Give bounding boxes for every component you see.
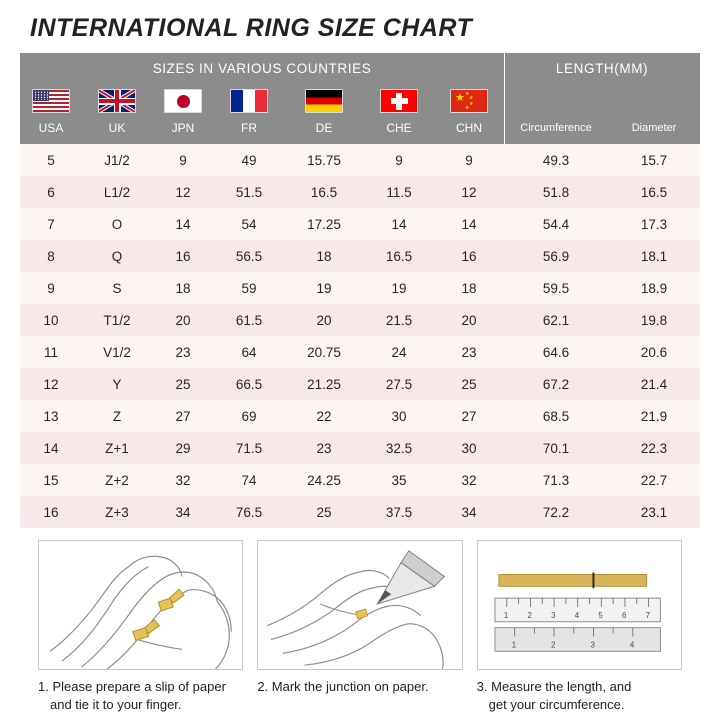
cell-usa: 8 (20, 240, 82, 272)
cell-jpn: 20 (152, 304, 214, 336)
step-1-illustration-box (38, 540, 243, 670)
cell-circumference: 68.5 (504, 400, 608, 432)
cell-fr: 69 (214, 400, 284, 432)
cell-che: 24 (364, 336, 434, 368)
cell-de: 20 (284, 304, 364, 336)
cell-che: 32.5 (364, 432, 434, 464)
svg-text:6: 6 (621, 610, 627, 620)
cell-che: 16.5 (364, 240, 434, 272)
cell-diameter: 17.3 (608, 208, 700, 240)
cell-usa: 6 (20, 176, 82, 208)
cell-usa: 13 (20, 400, 82, 432)
table-row (20, 464, 700, 496)
cell-circumference: 67.2 (504, 368, 608, 400)
cell-uk: J1/2 (82, 144, 152, 176)
svg-text:5: 5 (598, 610, 603, 620)
cell-jpn: 25 (152, 368, 214, 400)
cell-diameter: 23.1 (608, 496, 700, 528)
cell-chn: 34 (434, 496, 504, 528)
cell-fr: 64 (214, 336, 284, 368)
cell-circumference: 54.4 (504, 208, 608, 240)
cell-chn: 30 (434, 432, 504, 464)
svg-text:3: 3 (590, 640, 595, 650)
flag-usa-icon (32, 89, 70, 113)
cell-uk: O (82, 208, 152, 240)
cell-chn: 18 (434, 272, 504, 304)
cell-jpn: 29 (152, 432, 214, 464)
col-label-uk: UK (82, 116, 152, 144)
cell-uk: Y (82, 368, 152, 400)
flag-germany-icon (305, 89, 343, 113)
cell-chn: 16 (434, 240, 504, 272)
cell-diameter: 21.4 (608, 368, 700, 400)
cell-de: 25 (284, 496, 364, 528)
ruler-measuring-strip-icon (478, 541, 681, 669)
cell-uk: Q (82, 240, 152, 272)
cell-circumference: 62.1 (504, 304, 608, 336)
svg-text:1: 1 (503, 610, 508, 620)
flag-cell-switzerland (364, 83, 434, 116)
step-1-line1: 1. Please prepare a slip of paper (38, 679, 226, 694)
cell-circumference: 59.5 (504, 272, 608, 304)
table-row (20, 208, 700, 240)
cell-jpn: 14 (152, 208, 214, 240)
instruction-step-3 (477, 540, 682, 714)
instruction-step-1 (38, 540, 243, 714)
table-row (20, 240, 700, 272)
col-label-che: CHE (364, 116, 434, 144)
flag-cell-empty-circumference (504, 83, 608, 116)
svg-text:2: 2 (550, 640, 556, 650)
cell-uk: S (82, 272, 152, 304)
cell-uk: Z+1 (82, 432, 152, 464)
cell-usa: 14 (20, 432, 82, 464)
svg-text:4: 4 (629, 640, 634, 650)
cell-che: 30 (364, 400, 434, 432)
table-row (20, 176, 700, 208)
cell-circumference: 70.1 (504, 432, 608, 464)
cell-diameter: 21.9 (608, 400, 700, 432)
cell-jpn: 9 (152, 144, 214, 176)
cell-usa: 10 (20, 304, 82, 336)
col-label-chn: CHN (434, 116, 504, 144)
cell-jpn: 32 (152, 464, 214, 496)
cell-usa: 9 (20, 272, 82, 304)
cell-de: 16.5 (284, 176, 364, 208)
col-label-circumference: Circumference (504, 116, 608, 144)
col-label-fr: FR (214, 116, 284, 144)
flag-china-icon: ★ ★ ★ ★ ★ (450, 89, 488, 113)
flag-cell-china (434, 83, 504, 116)
table-row (20, 304, 700, 336)
svg-text:3: 3 (550, 610, 556, 620)
step-1-line2: and tie it to your finger. (50, 697, 182, 712)
svg-text:7: 7 (645, 610, 650, 620)
step-1-caption (38, 670, 243, 714)
table-row (20, 432, 700, 464)
table-row (20, 400, 700, 432)
cell-che: 14 (364, 208, 434, 240)
flag-uk-icon (98, 89, 136, 113)
flag-cell-uk (82, 83, 152, 116)
col-label-usa: USA (20, 116, 82, 144)
cell-chn: 32 (434, 464, 504, 496)
cell-uk: L1/2 (82, 176, 152, 208)
table-row (20, 368, 700, 400)
cell-circumference: 49.3 (504, 144, 608, 176)
cell-chn: 14 (434, 208, 504, 240)
hand-marking-with-pen-icon (258, 541, 461, 669)
group-header-row (20, 53, 700, 83)
cell-jpn: 23 (152, 336, 214, 368)
cell-jpn: 18 (152, 272, 214, 304)
cell-fr: 71.5 (214, 432, 284, 464)
cell-fr: 51.5 (214, 176, 284, 208)
cell-de: 18 (284, 240, 364, 272)
col-label-de: DE (284, 116, 364, 144)
table-row (20, 144, 700, 176)
table-row (20, 496, 700, 528)
cell-de: 24.25 (284, 464, 364, 496)
cell-de: 20.75 (284, 336, 364, 368)
cell-jpn: 16 (152, 240, 214, 272)
cell-usa: 7 (20, 208, 82, 240)
flag-row (20, 83, 700, 116)
cell-che: 9 (364, 144, 434, 176)
cell-de: 21.25 (284, 368, 364, 400)
ring-size-table (20, 53, 700, 528)
cell-de: 15.75 (284, 144, 364, 176)
cell-che: 35 (364, 464, 434, 496)
flag-cell-france (214, 83, 284, 116)
group-header-length: LENGTH(MM) (504, 53, 700, 83)
cell-diameter: 15.7 (608, 144, 700, 176)
cell-che: 11.5 (364, 176, 434, 208)
cell-diameter: 22.7 (608, 464, 700, 496)
cell-diameter: 22.3 (608, 432, 700, 464)
cell-circumference: 72.2 (504, 496, 608, 528)
instructions-section (20, 540, 700, 714)
flag-japan-icon (164, 89, 202, 113)
cell-usa: 16 (20, 496, 82, 528)
cell-uk: Z (82, 400, 152, 432)
cell-che: 19 (364, 272, 434, 304)
cell-diameter: 18.9 (608, 272, 700, 304)
step-3-line2: get your circumference. (488, 697, 625, 712)
cell-fr: 66.5 (214, 368, 284, 400)
flag-cell-japan (152, 83, 214, 116)
cell-uk: Z+2 (82, 464, 152, 496)
cell-fr: 61.5 (214, 304, 284, 336)
cell-chn: 25 (434, 368, 504, 400)
step-3-illustration-box (477, 540, 682, 670)
cell-de: 17.25 (284, 208, 364, 240)
cell-che: 27.5 (364, 368, 434, 400)
cell-fr: 56.5 (214, 240, 284, 272)
flag-switzerland-icon (380, 89, 418, 113)
step-2-line1: 2. Mark the junction on paper. (257, 679, 429, 694)
cell-de: 19 (284, 272, 364, 304)
cell-usa: 12 (20, 368, 82, 400)
cell-usa: 15 (20, 464, 82, 496)
page-title: INTERNATIONAL RING SIZE CHART (30, 14, 473, 42)
cell-usa: 5 (20, 144, 82, 176)
flag-cell-empty-diameter (608, 83, 700, 116)
group-header-countries: SIZES IN VARIOUS COUNTRIES (20, 53, 504, 83)
cell-uk: V1/2 (82, 336, 152, 368)
table-row (20, 336, 700, 368)
cell-circumference: 71.3 (504, 464, 608, 496)
cell-fr: 59 (214, 272, 284, 304)
cell-diameter: 20.6 (608, 336, 700, 368)
cell-usa: 11 (20, 336, 82, 368)
hand-with-paper-strip-icon (39, 541, 242, 669)
flag-france-icon (230, 89, 268, 113)
cell-jpn: 34 (152, 496, 214, 528)
column-label-row (20, 116, 700, 144)
cell-de: 22 (284, 400, 364, 432)
table-row (20, 272, 700, 304)
svg-text:4: 4 (574, 610, 579, 620)
step-3-line1: 3. Measure the length, and (476, 679, 632, 694)
cell-chn: 27 (434, 400, 504, 432)
cell-chn: 12 (434, 176, 504, 208)
cell-fr: 54 (214, 208, 284, 240)
table-body (20, 144, 700, 528)
cell-diameter: 19.8 (608, 304, 700, 336)
cell-che: 21.5 (364, 304, 434, 336)
cell-fr: 76.5 (214, 496, 284, 528)
instruction-step-2 (257, 540, 462, 714)
cell-circumference: 64.6 (504, 336, 608, 368)
svg-text:1: 1 (511, 640, 516, 650)
cell-circumference: 56.9 (504, 240, 608, 272)
cell-chn: 20 (434, 304, 504, 336)
col-label-jpn: JPN (152, 116, 214, 144)
cell-uk: T1/2 (82, 304, 152, 336)
flag-cell-germany (284, 83, 364, 116)
flag-cell-usa (20, 83, 82, 116)
cell-diameter: 18.1 (608, 240, 700, 272)
cell-de: 23 (284, 432, 364, 464)
cell-jpn: 27 (152, 400, 214, 432)
step-2-illustration-box (257, 540, 462, 670)
cell-fr: 74 (214, 464, 284, 496)
cell-che: 37.5 (364, 496, 434, 528)
step-2-caption (257, 670, 462, 696)
cell-uk: Z+3 (82, 496, 152, 528)
cell-chn: 9 (434, 144, 504, 176)
cell-jpn: 12 (152, 176, 214, 208)
cell-chn: 23 (434, 336, 504, 368)
cell-circumference: 51.8 (504, 176, 608, 208)
cell-fr: 49 (214, 144, 284, 176)
col-label-diameter: Diameter (608, 116, 700, 144)
cell-diameter: 16.5 (608, 176, 700, 208)
svg-text:2: 2 (527, 610, 532, 620)
step-3-caption (477, 670, 682, 714)
